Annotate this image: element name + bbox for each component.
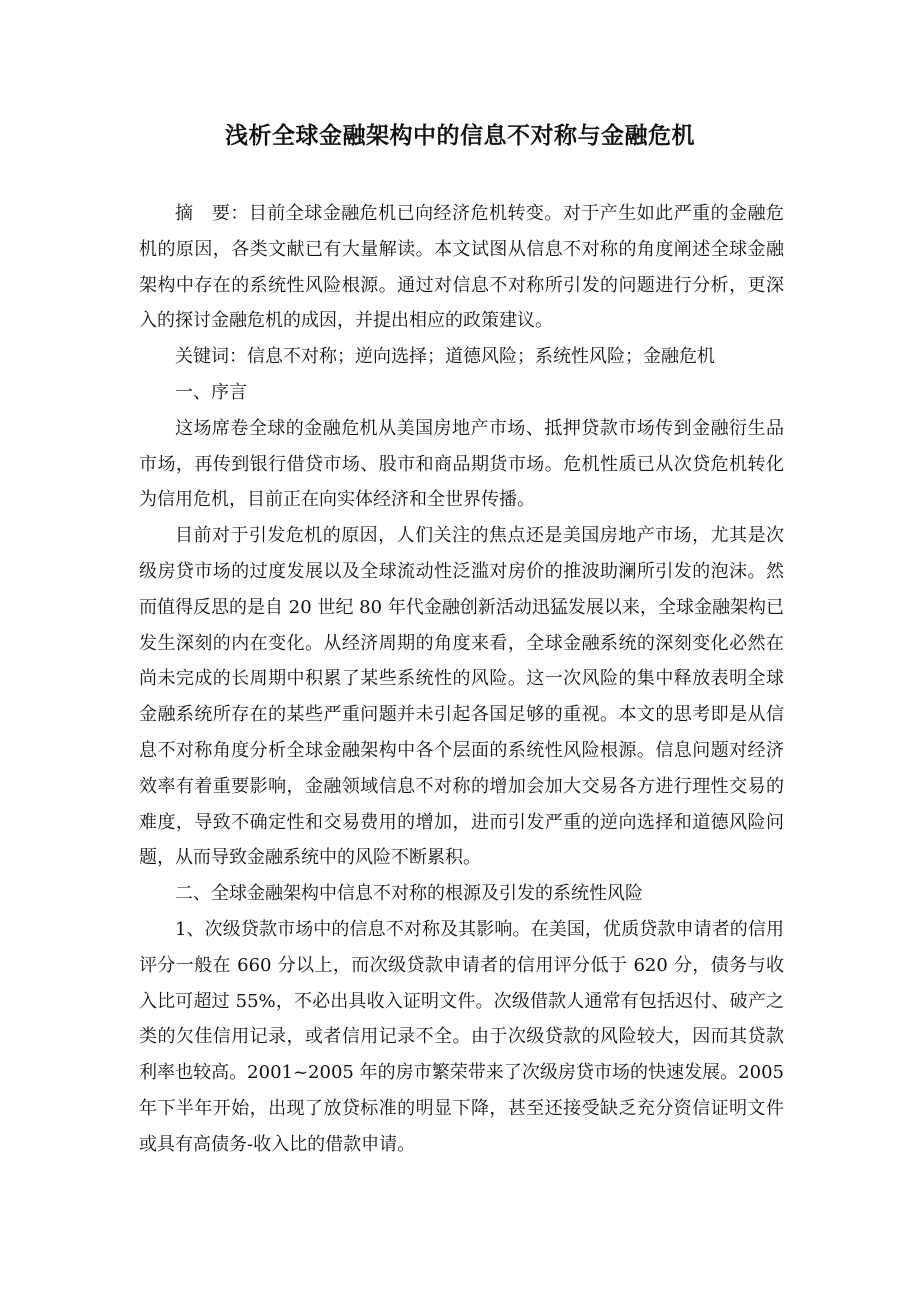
preface-paragraph-2: 目前对于引发危机的原因，人们关注的焦点还是美国房地产市场，尤其是次级房贷市场的过度发展以及全球流动性泛滥对房价的推波助澜所引发的泡沫。然而值得反思的是自 20 世纪 80 年代金融创新活动迅猛发展以来，全球金融架构已发生深刻的内在变化。从经济周期的角度来看，全球金融系统的深刻变化必然在尚未完成的长周期中积累了某些系统性的风险。这一次风险的集中释放表明全球金融系统所存在的某些严重问题并未引起各国足够的重视。本文的思考即是从信息不对称角度分析全球金融架构中各个层面的系统性风险根源。信息问题对经济效率有着重要影响，金融领域信息不对称的增加会加大交易各方进行理性交易的难度，导致不确定性和交易费用的增加，进而引发严重的逆向选择和道德风险问题，从而导致金融系统中的风险不断累积。 xyxy=(139,525,784,869)
root-causes-paragraph-1: 1、次级贷款市场中的信息不对称及其影响。在美国，优质贷款申请者的信用评分一般在 660 分以上，而次级贷款申请者的信用评分低于 620 分，债务与收入比可超过 55%，不必出具收入证明文件。次级借款人通常有包括迟付、破产之类的欠佳信用记录，或者信用记录不全。由于次级贷款的风险较大，因而其贷款利率也较高。2001~2005 年的房市繁荣带来了次级房贷市场的快速发展。2005 年下半年开始，出现了放贷标准的明显下降，甚至还接受缺乏充分资信证明文件或具有高债务-收入比的借款申请。 xyxy=(139,918,784,1155)
keywords-paragraph: 关键词：信息不对称；逆向选择；道德风险；系统性风险；金融危机 xyxy=(175,346,715,368)
preface-paragraph-1: 这场席卷全球的金融危机从美国房地产市场、抵押贷款市场传到金融衍生品市场，再传到银行借贷市场、股市和商品期货市场。危机性质已从次贷危机转化为信用危机，目前正在向实体经济和全世界传播。 xyxy=(139,417,784,511)
section-heading-root-causes: 二、全球金融架构中信息不对称的根源及引发的系统性风险 xyxy=(175,883,643,905)
section-heading-preface: 一、序言 xyxy=(175,381,247,403)
document-body xyxy=(139,196,784,1163)
abstract-paragraph: 摘 要：目前全球金融危机已向经济危机转变。对于产生如此严重的金融危机的原因，各类文献已有大量解读。本文试图从信息不对称的角度阐述全球金融架构中存在的系统性风险根源。通过对信息不对称所引发的问题进行分析，更深入的探讨金融危机的成因，并提出相应的政策建议。 xyxy=(139,203,784,332)
page-title: 浅析全球金融架构中的信息不对称与金融危机 xyxy=(225,122,695,149)
